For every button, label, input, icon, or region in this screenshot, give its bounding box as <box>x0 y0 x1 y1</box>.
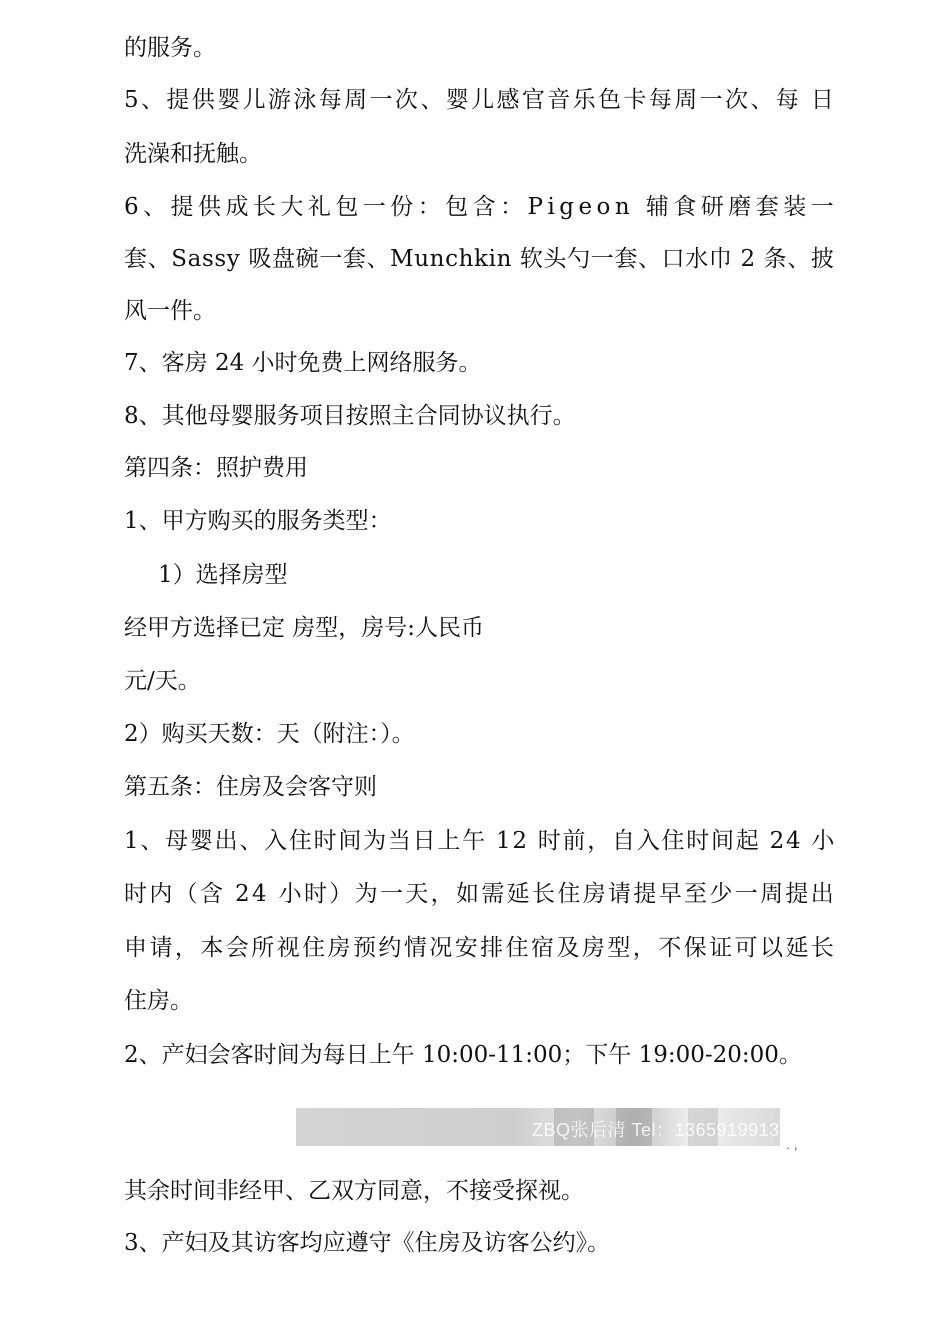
text-line <box>124 933 837 963</box>
text-line-main: 1、母婴出、入住时间为当日上午 12 时前，自入住时间起 24 小 <box>124 828 837 854</box>
text-line <box>124 879 837 909</box>
text-line-main: 套、Sassy 吸盘碗一套、Munchkin 软头勺一套、口水巾 2 条、披 <box>124 246 835 272</box>
text-line: 元/天。 <box>124 668 201 694</box>
text-line: 住房。 <box>124 988 193 1014</box>
text-line <box>124 244 834 274</box>
sub-item: 1）选择房型 <box>158 562 288 588</box>
text-line-item-6 <box>124 192 839 222</box>
text-line: 2、产妇会客时间为每日上午 10:00-11:00；下午 19:00-20:00。 <box>124 1042 802 1068</box>
sub-item: 2）购买天数：天（附注：）。 <box>124 721 415 747</box>
watermark-banner <box>296 1108 791 1146</box>
text-line: 1、甲方购买的服务类型： <box>124 508 392 534</box>
text-line-item-8: 8、其他母婴服务项目按照主合同协议执行。 <box>124 403 576 429</box>
text-line-main: 5、提供婴儿游泳每周一次、婴儿感官音乐色卡每周一次、每 日 <box>124 87 837 113</box>
text-line-main: 申请，本会所视住房预约情况安排住宿及房型，不保证可以延长 <box>124 935 837 961</box>
text-line: 洗澡和抚触。 <box>124 141 262 167</box>
text-line <box>124 826 837 856</box>
text-line-item-5 <box>124 85 837 115</box>
text-line-main: 时内（含 24 小时）为一天，如需延长住房请提早至少一周提出 <box>124 881 837 907</box>
text-line: 的服务。 <box>124 35 216 61</box>
text-line-item-7: 7、客房 24 小时免费上网络服务。 <box>124 350 482 376</box>
text-line: 风一件。 <box>124 298 216 324</box>
text-line: 经甲方选择已定 房型，房号:人民币 <box>124 615 485 641</box>
section-heading-4: 第四条：照护费用 <box>124 455 308 481</box>
section-heading-5: 第五条：住房及会客守则 <box>124 774 377 800</box>
text-line-main: 6、提供成长大礼包一份：包含：Pigeon 辅食研磨套装一 <box>124 194 839 220</box>
text-line: 其余时间非经甲、乙双方同意，不接受探视。 <box>124 1178 584 1204</box>
watermark-dots: . , <box>786 1136 798 1152</box>
text-line-item-3: 3、产妇及其访客均应遵守《住房及访客公约》。 <box>124 1230 611 1256</box>
watermark-text: ZBQ张后清 Tel：13659199135 <box>532 1120 791 1140</box>
